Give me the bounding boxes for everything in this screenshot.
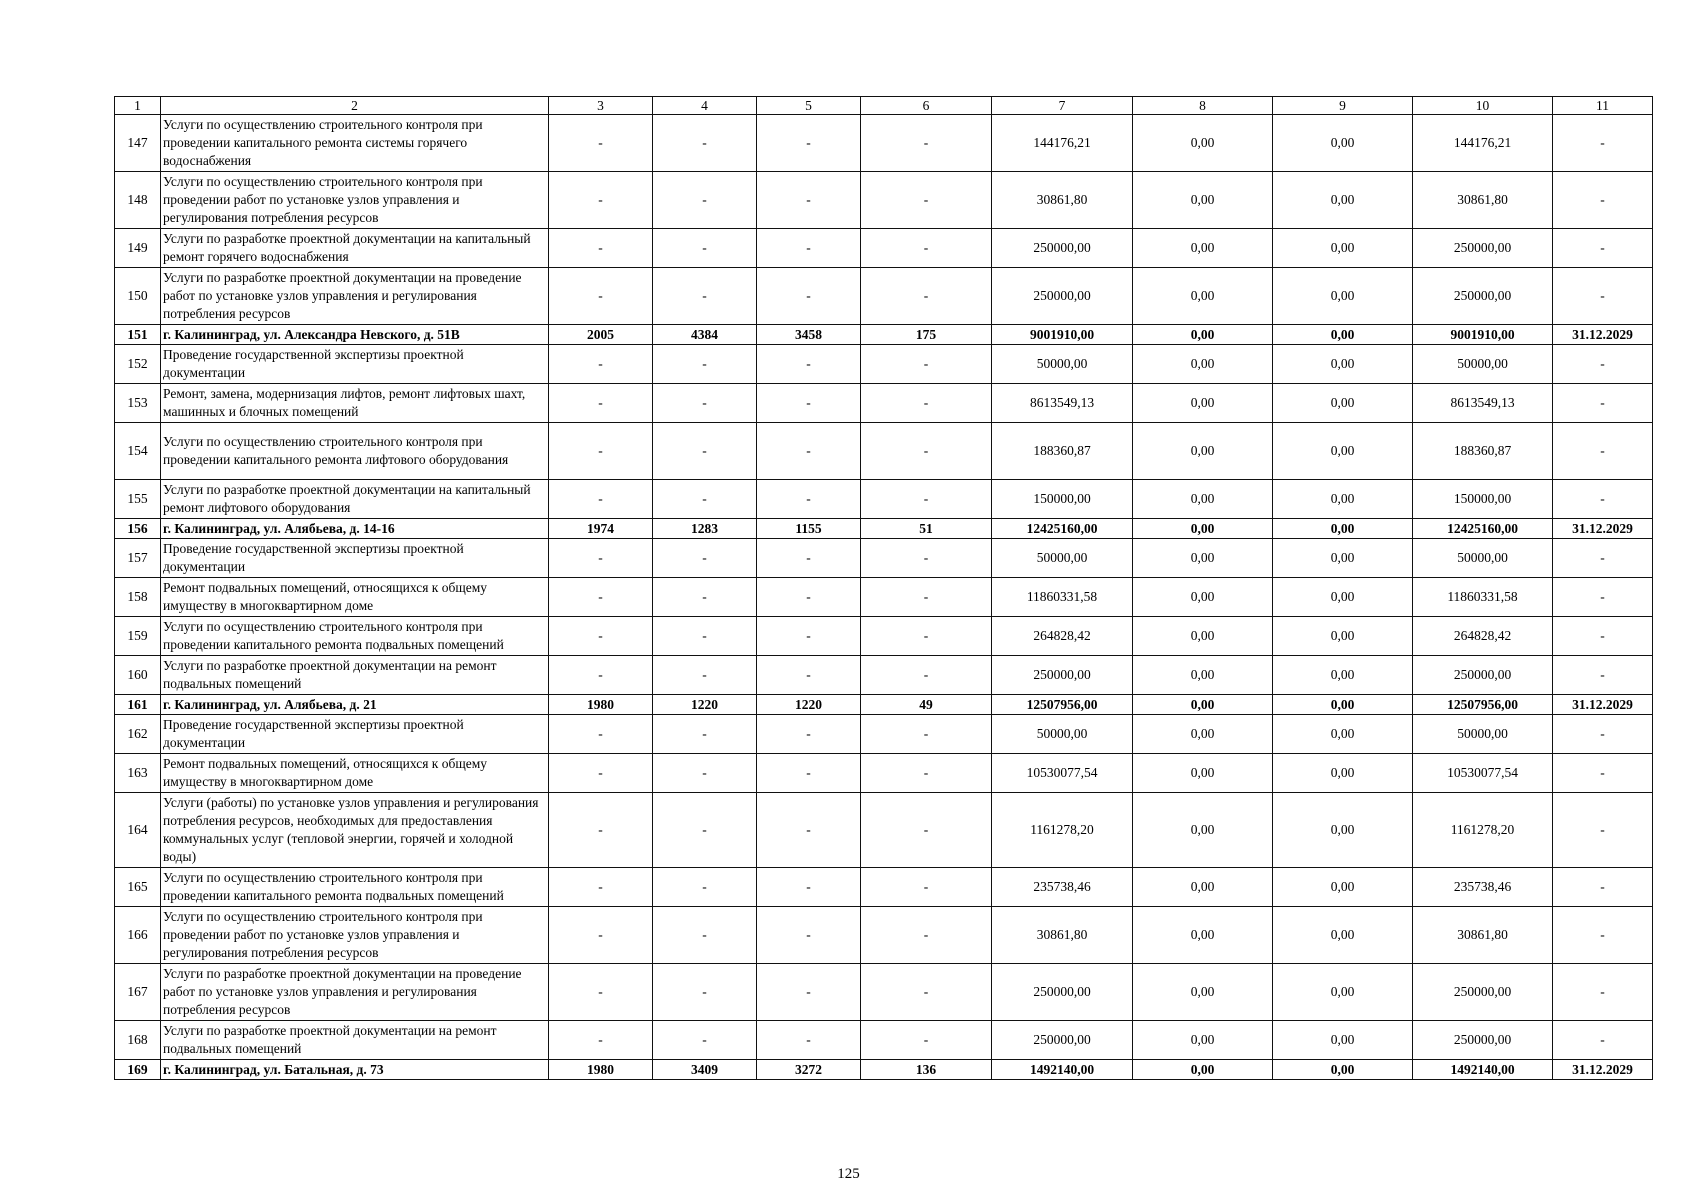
living-area-cell: -: [757, 868, 861, 907]
cost-fund-regional-cell: 0,00: [1133, 325, 1273, 345]
cost-fund-regional-cell: 0,00: [1133, 907, 1273, 964]
living-area-cell: -: [757, 793, 861, 868]
row-number-cell: 150: [115, 268, 161, 325]
work-name-cell: Услуги по осуществлению строительного контроля при проведении капитального ремонта подвальных помещений: [161, 868, 549, 907]
work-name-cell: Услуги по осуществлению строительного контроля при проведении капитального ремонта подвальных помещений: [161, 617, 549, 656]
deadline-cell: -: [1553, 268, 1653, 325]
living-area-cell: -: [757, 539, 861, 578]
cost-fund-local-cell: 0,00: [1273, 715, 1413, 754]
residents-cell: -: [861, 115, 992, 172]
work-name-cell: Услуги по разработке проектной документации на капитальный ремонт лифтового оборудования: [161, 480, 549, 519]
residents-cell: -: [861, 229, 992, 268]
living-area-cell: -: [757, 1021, 861, 1060]
header-cell-total-area: 4: [653, 97, 757, 115]
cost-owners-cell: 1492140,00: [1413, 1060, 1553, 1080]
table-row: [115, 229, 1653, 268]
header-cell-row-number: 1: [115, 97, 161, 115]
deadline-cell: -: [1553, 423, 1653, 480]
cost-fund-local-cell: 0,00: [1273, 964, 1413, 1021]
table-row: [115, 617, 1653, 656]
row-number-cell: 148: [115, 172, 161, 229]
total-cost-cell: 10530077,54: [992, 754, 1133, 793]
year-built-cell: -: [549, 578, 653, 617]
cost-owners-cell: 9001910,00: [1413, 325, 1553, 345]
work-name-cell: г. Калининград, ул. Алябьева, д. 21: [161, 695, 549, 715]
cost-fund-regional-cell: 0,00: [1133, 268, 1273, 325]
cost-fund-regional-cell: 0,00: [1133, 229, 1273, 268]
work-name-cell: Услуги по разработке проектной документации на ремонт подвальных помещений: [161, 656, 549, 695]
table-row: [115, 423, 1653, 480]
total-cost-cell: 50000,00: [992, 539, 1133, 578]
total-cost-cell: 30861,80: [992, 172, 1133, 229]
year-built-cell: -: [549, 793, 653, 868]
row-number-cell: 158: [115, 578, 161, 617]
header-cell-cost-fund-local: 9: [1273, 97, 1413, 115]
total-cost-cell: 250000,00: [992, 1021, 1133, 1060]
total-area-cell: -: [653, 229, 757, 268]
cost-owners-cell: 30861,80: [1413, 907, 1553, 964]
cost-fund-local-cell: 0,00: [1273, 268, 1413, 325]
cost-fund-local-cell: 0,00: [1273, 793, 1413, 868]
residents-cell: -: [861, 964, 992, 1021]
row-number-cell: 157: [115, 539, 161, 578]
work-name-cell: Ремонт подвальных помещений, относящихся к общему имуществу в многоквартирном доме: [161, 754, 549, 793]
deadline-cell: -: [1553, 172, 1653, 229]
total-cost-cell: 9001910,00: [992, 325, 1133, 345]
table-row: [115, 793, 1653, 868]
deadline-cell: 31.12.2029: [1553, 1060, 1653, 1080]
total-cost-cell: 264828,42: [992, 617, 1133, 656]
cost-fund-local-cell: 0,00: [1273, 1021, 1413, 1060]
work-name-cell: Услуги по осуществлению строительного контроля при проведении работ по установке узлов управления и регулирования потребления ресурсов: [161, 172, 549, 229]
row-number-cell: 169: [115, 1060, 161, 1080]
work-name-cell: г. Калининград, ул. Батальная, д. 73: [161, 1060, 549, 1080]
total-area-cell: -: [653, 345, 757, 384]
cost-owners-cell: 250000,00: [1413, 964, 1553, 1021]
total-cost-cell: 30861,80: [992, 907, 1133, 964]
deadline-cell: -: [1553, 964, 1653, 1021]
total-area-cell: 1283: [653, 519, 757, 539]
row-number-cell: 163: [115, 754, 161, 793]
residents-cell: -: [861, 617, 992, 656]
cost-fund-regional-cell: 0,00: [1133, 1060, 1273, 1080]
year-built-cell: 1974: [549, 519, 653, 539]
living-area-cell: -: [757, 345, 861, 384]
deadline-cell: -: [1553, 754, 1653, 793]
table-row: [115, 268, 1653, 325]
total-cost-cell: 250000,00: [992, 268, 1133, 325]
total-cost-cell: 50000,00: [992, 345, 1133, 384]
register-table-body: [115, 97, 1653, 1080]
total-area-cell: -: [653, 793, 757, 868]
year-built-cell: -: [549, 423, 653, 480]
deadline-cell: -: [1553, 384, 1653, 423]
cost-fund-local-cell: 0,00: [1273, 1060, 1413, 1080]
header-cell-residents: 6: [861, 97, 992, 115]
total-area-cell: 3409: [653, 1060, 757, 1080]
cost-fund-local-cell: 0,00: [1273, 656, 1413, 695]
deadline-cell: -: [1553, 868, 1653, 907]
row-number-cell: 166: [115, 907, 161, 964]
header-cell-deadline: 11: [1553, 97, 1653, 115]
residents-cell: -: [861, 172, 992, 229]
table-row: [115, 1021, 1653, 1060]
total-area-cell: -: [653, 578, 757, 617]
residents-cell: -: [861, 907, 992, 964]
work-name-cell: Проведение государственной экспертизы проектной документации: [161, 539, 549, 578]
total-cost-cell: 8613549,13: [992, 384, 1133, 423]
total-cost-cell: 12425160,00: [992, 519, 1133, 539]
total-cost-cell: 1492140,00: [992, 1060, 1133, 1080]
cost-fund-local-cell: 0,00: [1273, 695, 1413, 715]
table-row: [115, 715, 1653, 754]
year-built-cell: -: [549, 384, 653, 423]
cost-fund-local-cell: 0,00: [1273, 384, 1413, 423]
year-built-cell: 1980: [549, 695, 653, 715]
cost-owners-cell: 150000,00: [1413, 480, 1553, 519]
table-row: [115, 656, 1653, 695]
year-built-cell: -: [549, 617, 653, 656]
table-row: [115, 384, 1653, 423]
living-area-cell: -: [757, 229, 861, 268]
header-cell-work-name: 2: [161, 97, 549, 115]
cost-fund-local-cell: 0,00: [1273, 172, 1413, 229]
living-area-cell: -: [757, 115, 861, 172]
table-row: [115, 868, 1653, 907]
deadline-cell: -: [1553, 1021, 1653, 1060]
living-area-cell: -: [757, 172, 861, 229]
cost-owners-cell: 8613549,13: [1413, 384, 1553, 423]
total-cost-cell: 250000,00: [992, 656, 1133, 695]
residents-cell: -: [861, 480, 992, 519]
total-area-cell: 4384: [653, 325, 757, 345]
living-area-cell: -: [757, 578, 861, 617]
row-number-cell: 154: [115, 423, 161, 480]
total-area-cell: -: [653, 172, 757, 229]
total-cost-cell: 235738,46: [992, 868, 1133, 907]
total-area-cell: 1220: [653, 695, 757, 715]
cost-fund-regional-cell: 0,00: [1133, 345, 1273, 384]
header-cell-year-built: 3: [549, 97, 653, 115]
work-name-cell: Услуги по осуществлению строительного контроля при проведении капитального ремонта лифтового оборудования: [161, 423, 549, 480]
row-number-cell: 147: [115, 115, 161, 172]
residents-cell: -: [861, 793, 992, 868]
cost-fund-local-cell: 0,00: [1273, 539, 1413, 578]
total-area-cell: -: [653, 423, 757, 480]
total-cost-cell: 188360,87: [992, 423, 1133, 480]
cost-fund-regional-cell: 0,00: [1133, 695, 1273, 715]
cost-fund-regional-cell: 0,00: [1133, 384, 1273, 423]
residents-cell: 49: [861, 695, 992, 715]
row-number-cell: 159: [115, 617, 161, 656]
header-cell-living-area: 5: [757, 97, 861, 115]
row-number-cell: 168: [115, 1021, 161, 1060]
deadline-cell: -: [1553, 115, 1653, 172]
residents-cell: 136: [861, 1060, 992, 1080]
deadline-cell: -: [1553, 345, 1653, 384]
row-number-cell: 155: [115, 480, 161, 519]
residents-cell: -: [861, 423, 992, 480]
row-number-cell: 165: [115, 868, 161, 907]
year-built-cell: -: [549, 1021, 653, 1060]
deadline-cell: -: [1553, 715, 1653, 754]
cost-owners-cell: 235738,46: [1413, 868, 1553, 907]
cost-fund-local-cell: 0,00: [1273, 115, 1413, 172]
row-number-cell: 152: [115, 345, 161, 384]
cost-fund-local-cell: 0,00: [1273, 423, 1413, 480]
cost-owners-cell: 11860331,58: [1413, 578, 1553, 617]
address-row: [115, 519, 1653, 539]
deadline-cell: -: [1553, 229, 1653, 268]
cost-owners-cell: 1161278,20: [1413, 793, 1553, 868]
deadline-cell: -: [1553, 617, 1653, 656]
cost-fund-regional-cell: 0,00: [1133, 656, 1273, 695]
living-area-cell: 1220: [757, 695, 861, 715]
cost-fund-regional-cell: 0,00: [1133, 617, 1273, 656]
year-built-cell: -: [549, 754, 653, 793]
address-row: [115, 1060, 1653, 1080]
cost-fund-local-cell: 0,00: [1273, 907, 1413, 964]
work-name-cell: Услуги (работы) по установке узлов управления и регулирования потребления ресурсов, необходимых для предоставления коммунальных услуг (тепловой энергии, горячей и холодной воды): [161, 793, 549, 868]
work-name-cell: Услуги по осуществлению строительного контроля при проведении работ по установке узлов управления и регулирования потребления ресурсов: [161, 907, 549, 964]
row-number-cell: 149: [115, 229, 161, 268]
cost-owners-cell: 188360,87: [1413, 423, 1553, 480]
work-name-cell: Услуги по разработке проектной документации на проведение работ по установке узлов управления и регулирования потребления ресурсов: [161, 964, 549, 1021]
work-name-cell: Услуги по разработке проектной документации на проведение работ по установке узлов управления и регулирования потребления ресурсов: [161, 268, 549, 325]
total-area-cell: -: [653, 617, 757, 656]
row-number-cell: 167: [115, 964, 161, 1021]
year-built-cell: -: [549, 715, 653, 754]
cost-fund-regional-cell: 0,00: [1133, 423, 1273, 480]
total-area-cell: -: [653, 384, 757, 423]
row-number-cell: 162: [115, 715, 161, 754]
page-number: 125: [837, 1166, 860, 1182]
cost-fund-regional-cell: 0,00: [1133, 964, 1273, 1021]
deadline-cell: 31.12.2029: [1553, 695, 1653, 715]
cost-owners-cell: 50000,00: [1413, 345, 1553, 384]
table-row: [115, 578, 1653, 617]
year-built-cell: -: [549, 172, 653, 229]
year-built-cell: -: [549, 907, 653, 964]
work-name-cell: Услуги по разработке проектной документации на ремонт подвальных помещений: [161, 1021, 549, 1060]
residents-cell: -: [861, 345, 992, 384]
address-row: [115, 325, 1653, 345]
total-area-cell: -: [653, 268, 757, 325]
row-number-cell: 153: [115, 384, 161, 423]
total-area-cell: -: [653, 539, 757, 578]
total-area-cell: -: [653, 480, 757, 519]
total-area-cell: -: [653, 115, 757, 172]
total-area-cell: -: [653, 907, 757, 964]
total-cost-cell: 250000,00: [992, 964, 1133, 1021]
row-number-cell: 156: [115, 519, 161, 539]
work-name-cell: Проведение государственной экспертизы проектной документации: [161, 345, 549, 384]
cost-owners-cell: 50000,00: [1413, 715, 1553, 754]
cost-owners-cell: 12425160,00: [1413, 519, 1553, 539]
cost-fund-regional-cell: 0,00: [1133, 1021, 1273, 1060]
total-cost-cell: 12507956,00: [992, 695, 1133, 715]
row-number-cell: 164: [115, 793, 161, 868]
deadline-cell: -: [1553, 539, 1653, 578]
deadline-cell: 31.12.2029: [1553, 325, 1653, 345]
residents-cell: -: [861, 539, 992, 578]
cost-owners-cell: 250000,00: [1413, 656, 1553, 695]
total-cost-cell: 1161278,20: [992, 793, 1133, 868]
living-area-cell: 3458: [757, 325, 861, 345]
residents-cell: -: [861, 268, 992, 325]
living-area-cell: 3272: [757, 1060, 861, 1080]
residents-cell: -: [861, 384, 992, 423]
living-area-cell: -: [757, 656, 861, 695]
residents-cell: 175: [861, 325, 992, 345]
cost-fund-local-cell: 0,00: [1273, 617, 1413, 656]
cost-fund-regional-cell: 0,00: [1133, 754, 1273, 793]
header-cell-cost-fund-regional: 8: [1133, 97, 1273, 115]
work-name-cell: Ремонт подвальных помещений, относящихся к общему имуществу в многоквартирном доме: [161, 578, 549, 617]
table-row: [115, 480, 1653, 519]
work-name-cell: Проведение государственной экспертизы проектной документации: [161, 715, 549, 754]
living-area-cell: -: [757, 617, 861, 656]
total-area-cell: -: [653, 715, 757, 754]
total-area-cell: -: [653, 656, 757, 695]
header-cell-total-cost: 7: [992, 97, 1133, 115]
table-row: [115, 539, 1653, 578]
year-built-cell: -: [549, 656, 653, 695]
living-area-cell: 1155: [757, 519, 861, 539]
living-area-cell: -: [757, 268, 861, 325]
cost-fund-regional-cell: 0,00: [1133, 793, 1273, 868]
table-row: [115, 115, 1653, 172]
deadline-cell: -: [1553, 656, 1653, 695]
residents-cell: -: [861, 868, 992, 907]
cost-fund-regional-cell: 0,00: [1133, 868, 1273, 907]
table-row: [115, 907, 1653, 964]
row-number-cell: 160: [115, 656, 161, 695]
cost-fund-local-cell: 0,00: [1273, 345, 1413, 384]
cost-fund-regional-cell: 0,00: [1133, 578, 1273, 617]
residents-cell: -: [861, 656, 992, 695]
work-name-cell: Услуги по осуществлению строительного контроля при проведении капитального ремонта системы горячего водоснабжения: [161, 115, 549, 172]
work-name-cell: г. Калининград, ул. Александра Невского, д. 51В: [161, 325, 549, 345]
cost-fund-local-cell: 0,00: [1273, 325, 1413, 345]
work-name-cell: г. Калининград, ул. Алябьева, д. 14-16: [161, 519, 549, 539]
deadline-cell: -: [1553, 578, 1653, 617]
cost-fund-regional-cell: 0,00: [1133, 115, 1273, 172]
residents-cell: 51: [861, 519, 992, 539]
year-built-cell: -: [549, 868, 653, 907]
living-area-cell: -: [757, 754, 861, 793]
work-name-cell: Услуги по разработке проектной документации на капитальный ремонт горячего водоснабжения: [161, 229, 549, 268]
year-built-cell: -: [549, 480, 653, 519]
row-number-cell: 161: [115, 695, 161, 715]
total-area-cell: -: [653, 964, 757, 1021]
cost-owners-cell: 10530077,54: [1413, 754, 1553, 793]
cost-owners-cell: 250000,00: [1413, 1021, 1553, 1060]
cost-fund-local-cell: 0,00: [1273, 578, 1413, 617]
total-area-cell: -: [653, 868, 757, 907]
residents-cell: -: [861, 754, 992, 793]
year-built-cell: 1980: [549, 1060, 653, 1080]
living-area-cell: -: [757, 715, 861, 754]
cost-fund-regional-cell: 0,00: [1133, 539, 1273, 578]
cost-owners-cell: 50000,00: [1413, 539, 1553, 578]
deadline-cell: -: [1553, 480, 1653, 519]
total-area-cell: -: [653, 1021, 757, 1060]
row-number-cell: 151: [115, 325, 161, 345]
year-built-cell: -: [549, 964, 653, 1021]
total-cost-cell: 250000,00: [992, 229, 1133, 268]
cost-fund-local-cell: 0,00: [1273, 754, 1413, 793]
table-row: [115, 964, 1653, 1021]
table-row: [115, 345, 1653, 384]
total-cost-cell: 50000,00: [992, 715, 1133, 754]
year-built-cell: -: [549, 345, 653, 384]
cost-fund-local-cell: 0,00: [1273, 868, 1413, 907]
living-area-cell: -: [757, 480, 861, 519]
table-row: [115, 754, 1653, 793]
residents-cell: -: [861, 1021, 992, 1060]
living-area-cell: -: [757, 907, 861, 964]
living-area-cell: -: [757, 384, 861, 423]
cost-owners-cell: 264828,42: [1413, 617, 1553, 656]
address-row: [115, 695, 1653, 715]
year-built-cell: 2005: [549, 325, 653, 345]
cost-fund-local-cell: 0,00: [1273, 519, 1413, 539]
cost-owners-cell: 12507956,00: [1413, 695, 1553, 715]
header-row: [115, 97, 1653, 115]
residents-cell: -: [861, 715, 992, 754]
header-cell-cost-owners: 10: [1413, 97, 1553, 115]
residents-cell: -: [861, 578, 992, 617]
year-built-cell: -: [549, 268, 653, 325]
deadline-cell: -: [1553, 907, 1653, 964]
total-cost-cell: 11860331,58: [992, 578, 1133, 617]
living-area-cell: -: [757, 964, 861, 1021]
deadline-cell: -: [1553, 793, 1653, 868]
cost-fund-regional-cell: 0,00: [1133, 172, 1273, 229]
cost-owners-cell: 30861,80: [1413, 172, 1553, 229]
work-name-cell: Ремонт, замена, модернизация лифтов, ремонт лифтовых шахт, машинных и блочных помещений: [161, 384, 549, 423]
living-area-cell: -: [757, 423, 861, 480]
total-cost-cell: 144176,21: [992, 115, 1133, 172]
year-built-cell: -: [549, 115, 653, 172]
register-table: [114, 96, 1653, 1080]
total-cost-cell: 150000,00: [992, 480, 1133, 519]
total-area-cell: -: [653, 754, 757, 793]
cost-fund-local-cell: 0,00: [1273, 229, 1413, 268]
cost-owners-cell: 250000,00: [1413, 229, 1553, 268]
table-row: [115, 172, 1653, 229]
cost-fund-regional-cell: 0,00: [1133, 715, 1273, 754]
cost-owners-cell: 144176,21: [1413, 115, 1553, 172]
year-built-cell: -: [549, 229, 653, 268]
cost-owners-cell: 250000,00: [1413, 268, 1553, 325]
year-built-cell: -: [549, 539, 653, 578]
cost-fund-local-cell: 0,00: [1273, 480, 1413, 519]
cost-fund-regional-cell: 0,00: [1133, 480, 1273, 519]
deadline-cell: 31.12.2029: [1553, 519, 1653, 539]
cost-fund-regional-cell: 0,00: [1133, 519, 1273, 539]
